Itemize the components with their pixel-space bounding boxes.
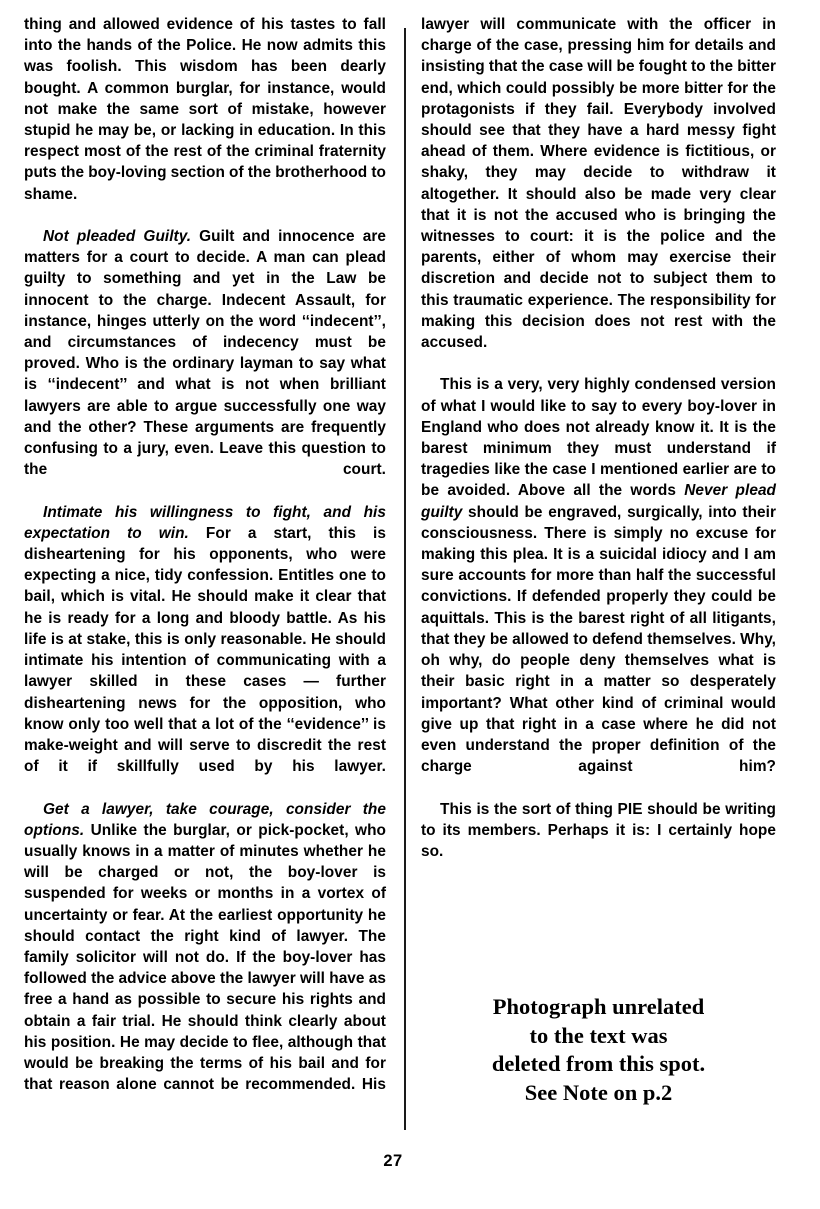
paragraph-body: For a start, this is disheartening for his opponents, who were expecting a nice, tidy confession. Entitles one to bail, which is vital. He should make it clear that he is ready for a long and bloody battle. As his life is at stake, this is only reasonable. He should intimate his intention of communicating with a lawyer skilled in these cases — further disheartening news for the opposition, who know only too well that a lot of the ‘‘evidence’’ is make-weight and will serve to discredit the rest of it if skillfully used by his lawyer. <box>24 524 386 776</box>
paragraph-lead-in: Intimate his willingness to fight, and his expectation to win. <box>24 503 386 542</box>
paragraph <box>421 374 776 798</box>
paragraph <box>24 226 386 502</box>
note-line: See Note on p.2 <box>524 1079 673 1105</box>
paragraph-body: lawyer will communicate with the officer in charge of the case, pressing him for details and insisting that the case will be fought to the bitter end, which could possibly be more bitter for the protagonists if they fail. Everybody involved should see that they have a hard messy fight ahead of them. Where evidence is fictitious, or shaky, they may decide to withdraw it altogether. It should also be made very clear that it is not the accused who is bringing the witnesses to court: it is the police and the parents, either of whom may exercise their discretion and decide not to subject them to this traumatic experience. The responsibility for making this decision does not rest with the accused. <box>421 16 776 352</box>
left-text-column <box>24 14 386 1117</box>
photo-removal-note <box>421 993 776 1107</box>
paragraph-body: Guilt and innocence are matters for a court to decide. A man can plead guilty to something and yet in the Law be innocent to the charge. Indecent Assault, for instance, hinges utterly on the word ‘‘indecent’’, and circumstances of indecency must be proved. Who is the ordinary layman to say what is ‘‘indecent’’ and what is not when brilliant lawyers are able to argue successfully one way and the other? These arguments are frequently confusing to a jury, even. Leave this question to the court. <box>24 228 386 479</box>
paragraph-lead-in: Not pleaded Guilty. <box>43 228 192 246</box>
paragraph-body: This is a very, very highly condensed version of what I would like to say to every boy-lover in England who does not already know it. It is the barest minimum they must understand if tragedies like the case I mentioned earlier are to be avoided. Above all the words <box>421 376 776 500</box>
paragraph <box>24 799 386 1117</box>
note-line: Photograph unrelated <box>492 994 705 1019</box>
right-text-column <box>421 14 776 883</box>
paragraph-body-continued: should be engraved, surgically, into their consciousness. There is simply no excuse for making this plea. It is a suicidal idiocy and I am sure accounts for more than half the successful convictions. If defended properly they could be aquittals. This is the barest right of all litigants, that they be allowed to defend themselves. Why, oh why, do people deny themselves what is their basic right in a matter so desperately important? What other kind of criminal would give up that right in a case where he did not even understand the proper definition of the charge against him? <box>421 503 776 776</box>
paragraph-body: thing and allowed evidence of his tastes to fall into the hands of the Police. He now admits this was foolish. This wisdom has been dearly bought. A common burglar, for instance, would not make the same sort of mistake, however stupid he may be, or lacking in education. In this respect most of the rest of the criminal fraternity puts the boy-loving section of the brotherhood to shame. <box>24 16 386 203</box>
paragraph-body: Unlike the burglar, or pick-pocket, who usually knows in a matter of minutes whether he will be charged or not, the boy-lover is suspended for weeks or months in a vortex of uncertainty or fear. At the earliest opportunity he should contact the right kind of lawyer. The family solicitor will not do. If the boy-lover has followed the advice above the lawyer will have as free a hand as possible to secure his rights and obtain a fair trial. He should think clearly about his position. He may decide to flee, although that would be breaking the terms of his bail and for that reason alone cannot be recommended. His <box>24 821 386 1094</box>
page-number: 27 <box>383 1152 403 1170</box>
paragraph <box>24 14 386 226</box>
paragraph-body: This is the sort of thing PIE should be writing to its members. Perhaps it is: I certainly hope so. <box>421 800 776 860</box>
paragraph-lead-in: Get a lawyer, take courage, consider the options. <box>24 800 386 839</box>
paragraph <box>421 799 776 884</box>
paragraph <box>421 14 776 374</box>
paragraph <box>24 502 386 799</box>
column-divider-rule <box>404 28 406 1130</box>
note-line: deleted from this spot. <box>491 1051 706 1076</box>
note-line: to the text was <box>529 1022 668 1048</box>
emphasised-phrase: Never plead guilty <box>421 482 777 521</box>
